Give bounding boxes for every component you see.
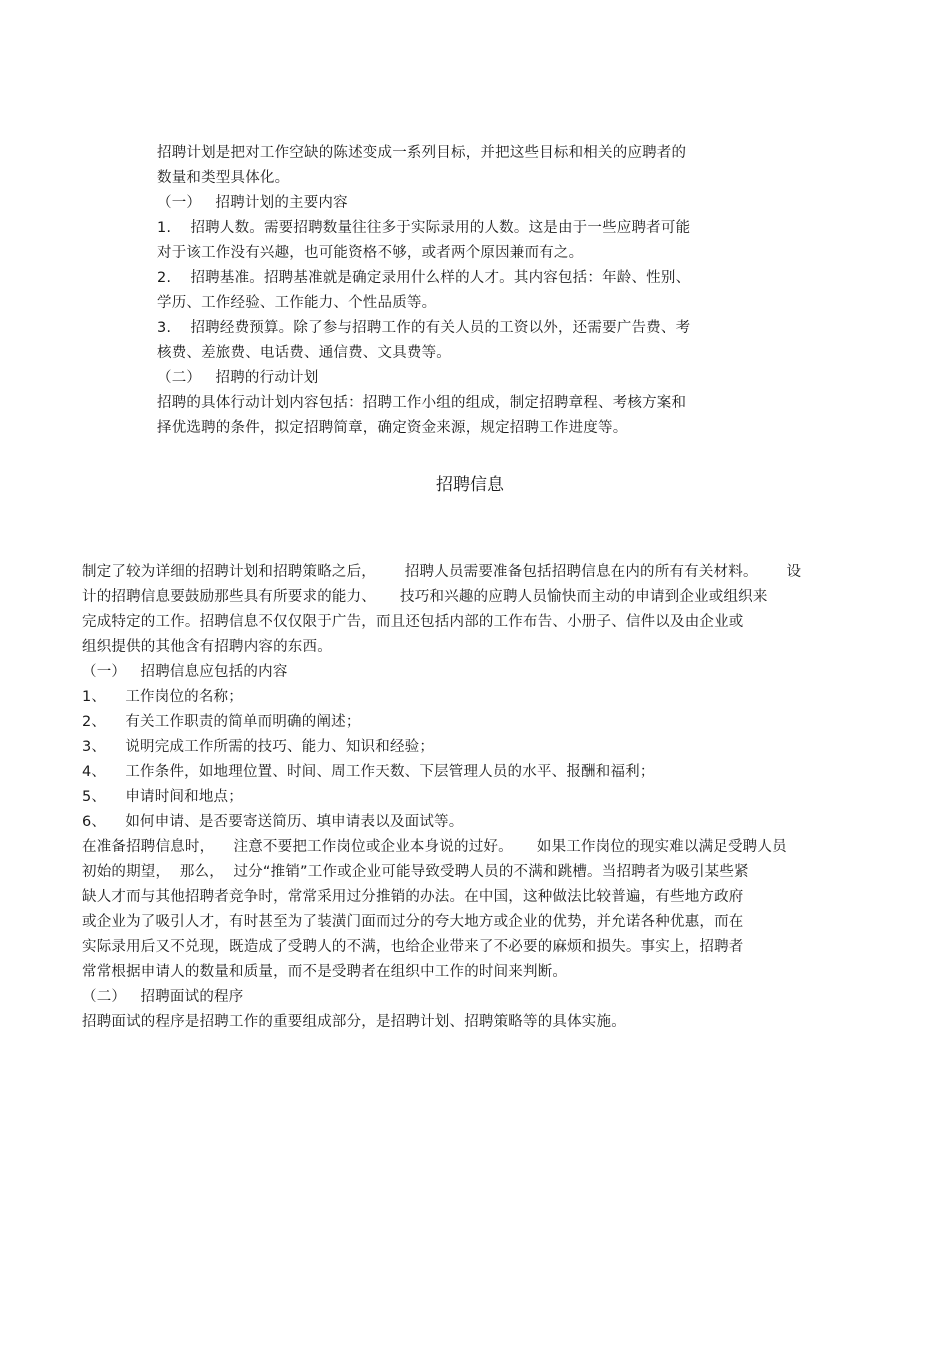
paragraph-line: 或企业为了吸引人才，有时甚至为了装潢门面而过分的夸大地方或企业的优势，并允诺各种优惠，而在 [82,914,744,930]
list-item: 1、 工作岗位的名称； [82,689,243,705]
list-item: 6、 如何申请、是否要寄送简历、填申请表以及面试等。 [82,814,464,830]
paragraph-line: 初始的期望， 那么， 过分“推销”工作或企业可能导致受聘人员的不满和跳槽。当招聘者为吸引某些紧 [82,864,749,880]
list-item: 4、 工作条件，如地理位置、时间、周工作天数、下层管理人员的水平、报酬和福利； [82,764,655,780]
paragraph-line: 2. 招聘基准。招聘基准就是确定录用什么样的人才。其内容包括：年龄、性别、 [157,270,691,286]
paragraph-line: 1. 招聘人数。需要招聘数量往往多于实际录用的人数。这是由于一些应聘者可能 [157,220,691,236]
section-title: 招聘信息 [436,475,504,495]
paragraph-line: 对于该工作没有兴趣，也可能资格不够，或者两个原因兼而有之。 [157,245,584,261]
paragraph-line: 制定了较为详细的招聘计划和招聘策略之后， 招聘人员需要准备包括招聘信息在内的所有有关材料。 设 [82,564,802,580]
paragraph-line: 常常根据申请人的数量和质量，而不是受聘者在组织中工作的时间来判断。 [82,964,568,980]
subheading: （二） 招聘面试的程序 [82,989,244,1005]
paragraph-line: 完成特定的工作。招聘信息不仅仅限于广告，而且还包括内部的工作布告、小册子、信件以及由企业或 [82,614,744,630]
list-item: 5、 申请时间和地点； [82,789,243,805]
paragraph-line: 实际录用后又不兑现，既造成了受聘人的不满，也给企业带来了不必要的麻烦和损失。事实上，招聘者 [82,939,744,955]
subheading: （一） 招聘信息应包括的内容 [82,664,288,680]
paragraph-line: 招聘面试的程序是招聘工作的重要组成部分，是招聘计划、招聘策略等的具体实施。 [82,1014,626,1030]
list-item: 2、 有关工作职责的简单而明确的阐述； [82,714,361,730]
paragraph-line: 组织提供的其他含有招聘内容的东西。 [82,639,332,655]
paragraph-line: 数量和类型具体化。 [157,170,290,186]
paragraph-line: 计的招聘信息要鼓励那些具有所要求的能力、 技巧和兴趣的应聘人员愉快而主动的申请到企业或组织来 [82,589,768,605]
paragraph-line: 在准备招聘信息时， 注意不要把工作岗位或企业本身说的过好。 如果工作岗位的现实难以满足受聘人员 [82,839,787,855]
paragraph-line: 择优选聘的条件，拟定招聘简章，确定资金来源，规定招聘工作进度等。 [157,420,628,436]
list-item: 3、 说明完成工作所需的技巧、能力、知识和经验； [82,739,435,755]
paragraph-line: 招聘计划是把对工作空缺的陈述变成一系列目标，并把这些目标和相关的应聘者的 [157,145,687,161]
paragraph-line: 学历、工作经验、工作能力、个性品质等。 [157,295,437,311]
paragraph-line: 核费、差旅费、电话费、通信费、文具费等。 [157,345,451,361]
subheading: （一） 招聘计划的主要内容 [157,195,348,211]
subheading: （二） 招聘的行动计划 [157,370,319,386]
paragraph-line: 3. 招聘经费预算。除了参与招聘工作的有关人员的工资以外，还需要广告费、考 [157,320,691,336]
paragraph-line: 招聘的具体行动计划内容包括：招聘工作小组的组成，制定招聘章程、考核方案和 [157,395,687,411]
paragraph-line: 缺人才而与其他招聘者竞争时，常常采用过分推销的办法。在中国，这种做法比较普遍，有些地方政府 [82,889,744,905]
